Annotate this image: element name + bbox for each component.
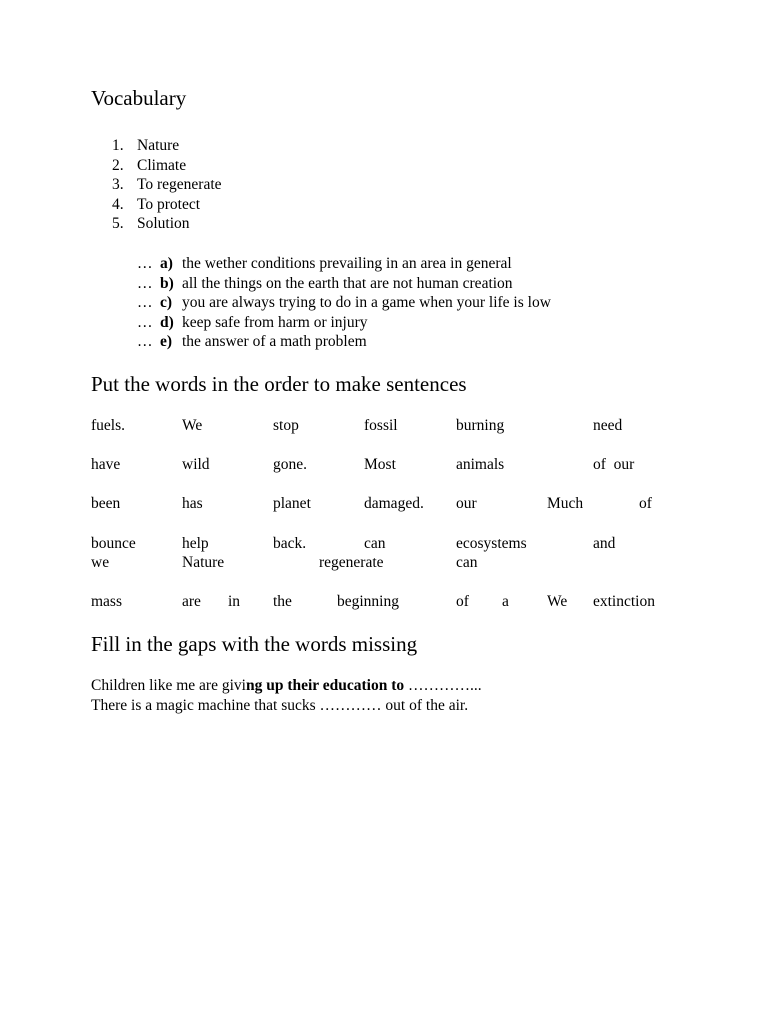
answer-blank: … <box>137 255 153 272</box>
scrambled-word: need <box>593 417 623 434</box>
scrambled-word: of <box>456 593 469 610</box>
definition-letter: e) <box>160 333 173 350</box>
scrambled-word: been <box>91 495 121 512</box>
sentence-text: Children like me are givi <box>91 677 246 694</box>
vocabulary-word: Nature <box>137 137 180 154</box>
vocabulary-item <box>112 214 222 234</box>
scrambled-word: gone. <box>273 456 308 473</box>
scrambled-word: burning <box>456 417 505 434</box>
item-number: 3. <box>112 176 124 193</box>
word-row <box>0 592 768 612</box>
vocabulary-word: Solution <box>137 215 190 232</box>
fill-gaps-heading: Fill in the gaps with the words missing <box>91 632 418 656</box>
item-number: 4. <box>112 195 124 213</box>
definition-item <box>137 313 551 333</box>
definition-text: the answer of a math problem <box>182 333 367 350</box>
scrambled-word: Much <box>547 495 584 512</box>
gap-sentence <box>91 676 482 696</box>
scrambled-word: regenerate <box>319 554 384 571</box>
definition-text: you are always trying to do in a game when your life is low <box>182 294 551 311</box>
word-row <box>0 416 768 436</box>
scrambled-word: bounce <box>91 535 136 552</box>
scrambled-word: of <box>639 495 652 512</box>
answer-blank: … <box>137 294 153 311</box>
scrambled-word: back. <box>273 535 307 552</box>
scrambled-word: beginning <box>337 593 399 610</box>
vocabulary-word: Climate <box>137 156 187 174</box>
vocabulary-item <box>112 156 222 176</box>
definition-letter: b) <box>160 274 174 292</box>
scrambled-word: animals <box>456 456 505 473</box>
vocabulary-list <box>112 136 222 234</box>
definition-text: all the things on the earth that are not human creation <box>182 274 513 292</box>
definition-item <box>137 254 551 274</box>
definition-letter: c) <box>160 294 173 311</box>
scrambled-word: fuels. <box>91 417 126 434</box>
scrambled-word: our <box>456 495 477 512</box>
item-number: 2. <box>112 156 124 174</box>
vocabulary-heading: Vocabulary <box>91 86 187 110</box>
scrambled-word: in <box>228 593 241 610</box>
sentence-text-bold: ng up their education to <box>245 677 405 694</box>
scrambled-word: the <box>273 593 292 610</box>
gap-sentence: There is a magic machine that sucks ………… out of the air. <box>91 696 469 714</box>
scrambled-word: We <box>182 417 203 434</box>
scrambled-word: we <box>91 554 110 571</box>
item-number: 5. <box>112 215 124 232</box>
scrambled-word: have <box>91 456 121 473</box>
scrambled-word: can <box>456 554 478 571</box>
scrambled-word: has <box>182 495 203 512</box>
definition-letter: d) <box>160 313 174 331</box>
scrambled-word: damaged. <box>364 495 424 512</box>
definition-item <box>137 293 551 313</box>
scrambled-word: and <box>593 535 616 552</box>
scrambled-word: help <box>182 535 209 552</box>
word-row <box>0 455 768 475</box>
sentence-gap: …………... <box>404 677 482 694</box>
definition-item <box>137 332 551 352</box>
word-row <box>0 534 768 554</box>
word-row <box>0 494 768 514</box>
scrambled-word: fossil <box>364 417 398 434</box>
scrambled-word: wild <box>182 456 210 473</box>
definition-text: keep safe from harm or injury <box>182 313 368 331</box>
answer-blank: … <box>137 274 153 292</box>
order-words-heading: Put the words in the order to make sentences <box>91 372 467 396</box>
scrambled-word: of our <box>593 456 635 473</box>
scrambled-word: ecosystems <box>456 535 527 552</box>
vocabulary-item <box>112 136 222 156</box>
scrambled-word: stop <box>273 417 299 434</box>
vocabulary-word: To protect <box>137 195 201 213</box>
scrambled-word: We <box>547 593 568 610</box>
scrambled-word: a <box>502 593 509 610</box>
item-number: 1. <box>112 137 124 154</box>
word-row <box>0 553 768 573</box>
vocabulary-item <box>112 175 222 195</box>
definitions-list <box>137 254 551 352</box>
scrambled-word: are <box>182 593 201 610</box>
answer-blank: … <box>137 333 153 350</box>
scrambled-word: can <box>364 535 386 552</box>
scrambled-word: mass <box>91 593 122 610</box>
gap-sentences <box>91 676 482 715</box>
vocabulary-item <box>112 195 222 215</box>
scrambled-word: planet <box>273 495 311 512</box>
scrambled-word: extinction <box>593 593 655 610</box>
definition-item <box>137 274 551 294</box>
scrambled-word: Most <box>364 456 396 473</box>
definition-letter: a) <box>160 255 173 272</box>
scrambled-word: Nature <box>182 554 225 571</box>
answer-blank: … <box>137 313 153 331</box>
definition-text: the wether conditions prevailing in an area in general <box>182 255 512 272</box>
vocabulary-word: To regenerate <box>137 176 222 193</box>
